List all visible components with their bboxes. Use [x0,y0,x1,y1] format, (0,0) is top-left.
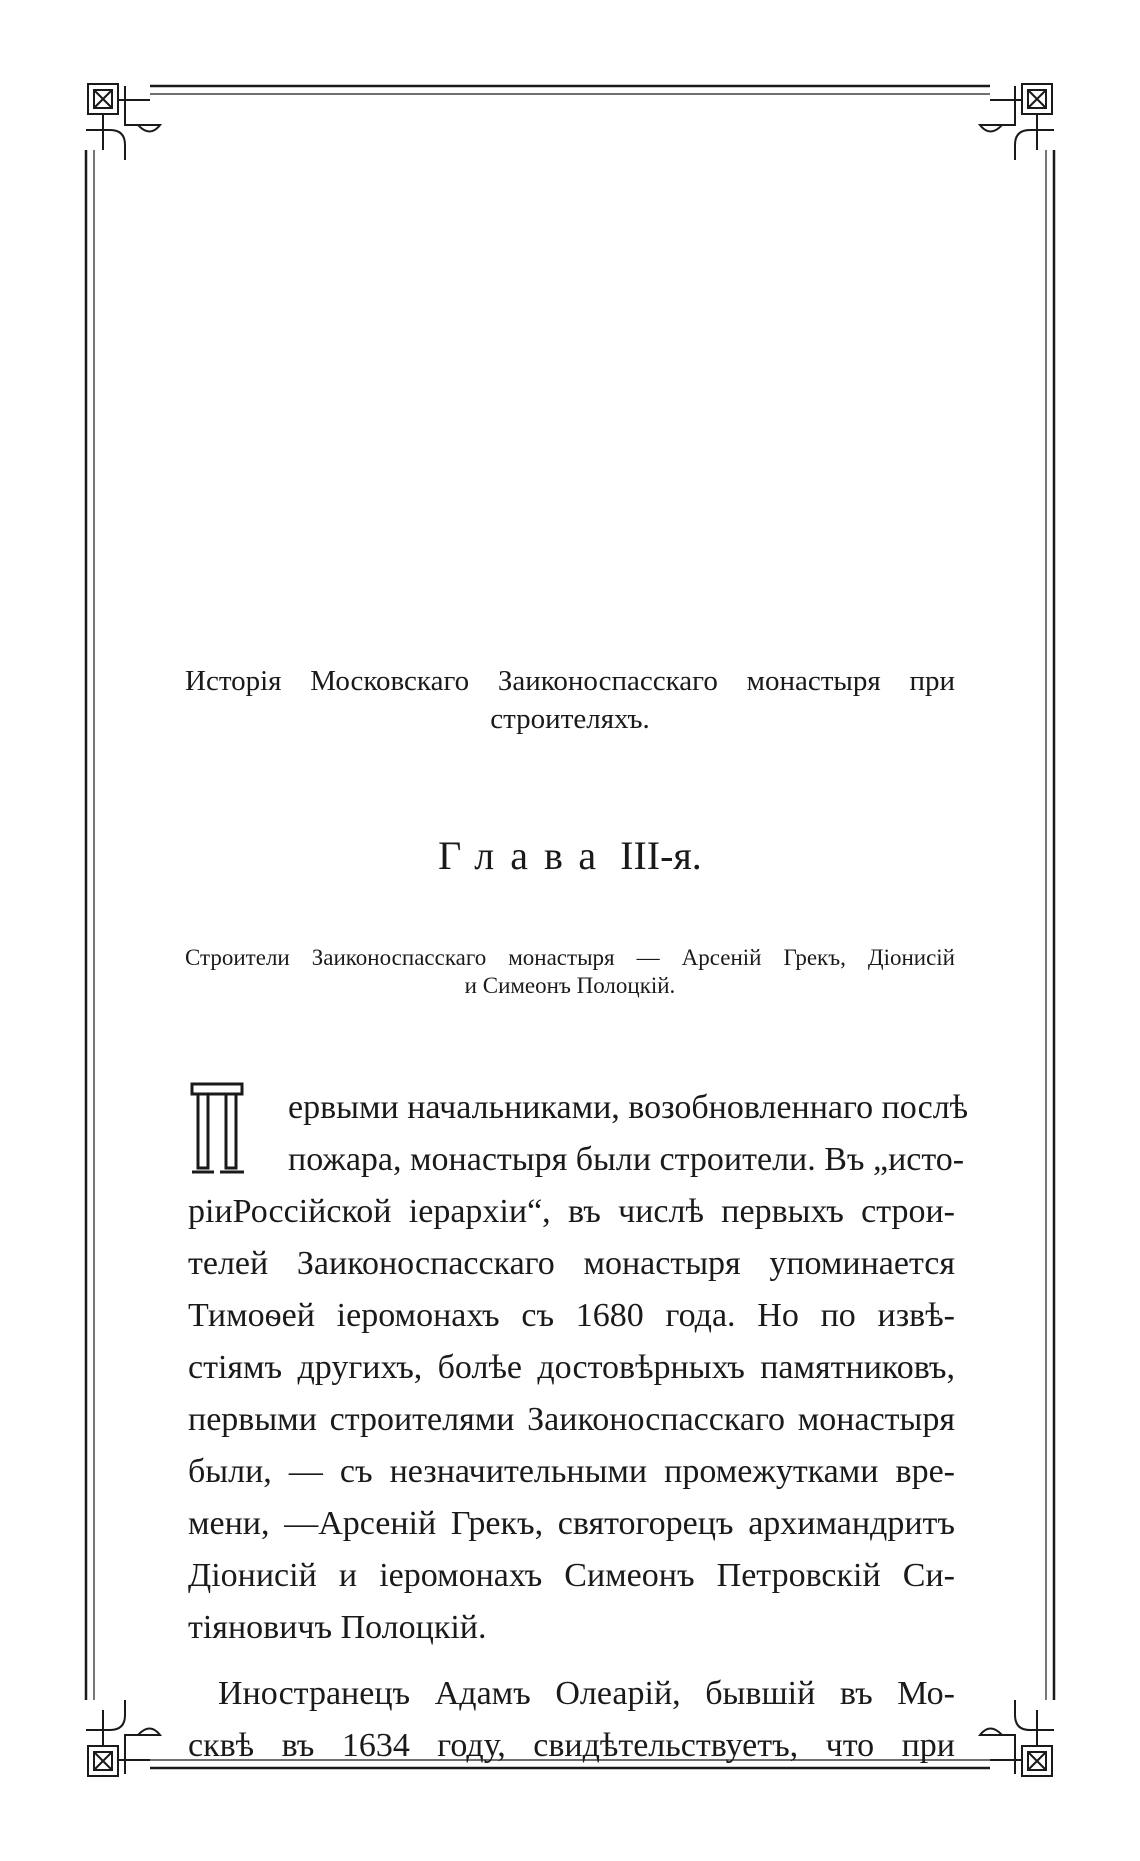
body-line: мени, —Арсеній Грекъ, святогорецъ архимандритъ [188,1505,955,1542]
body-line: тіяновичъ Полоцкій. [188,1609,487,1646]
body-line: были, — съ незначительными промежутками вре- [188,1453,955,1490]
body-line: стіямъ другихъ, болѣе достовѣрныхъ памятниковъ, [188,1349,955,1386]
body-line: первыми строителями Заиконоспасскаго монастыря [188,1401,955,1438]
body-line: Тимоѳей іеромонахъ съ 1680 года. Но по извѣ- [188,1297,955,1334]
body-line: Діонисій и іеромонахъ Симеонъ Петровскій Си- [188,1557,955,1594]
drop-cap-letter: П [216,1150,218,1151]
corner-ornament-top-left [86,84,160,160]
book-title [185,662,955,738]
book-title-line-2: строителяхъ. [490,703,650,735]
body-line: телей Заиконоспасскаго монастыря упоминается [188,1245,955,1282]
chapter-summary-line-2: и Симеонъ Полоцкій. [464,973,676,998]
chapter-summary [185,944,955,1000]
chapter-heading [185,832,955,880]
body-line: сквѣ въ 1634 году, свидѣтельствуетъ, что при [188,1727,955,1764]
corner-ornament-bottom-right [980,1700,1054,1776]
corner-ornament-top-right [980,84,1054,160]
chapter-word: Глава [438,833,613,878]
corner-ornament-bottom-left [86,1700,160,1776]
chapter-summary-line-1: Строители Заиконоспасскаго монастыря — Арсеній Грекъ, Діонисій [185,945,955,970]
body-line: ервыми начальниками, возобновленнаго послѣ [288,1089,969,1126]
body-line: Иностранецъ Адамъ Олеарій, бывшій въ Мо- [218,1675,955,1712]
body-line: ріиРоссійской іерархіи“, въ числѣ первыхъ строи- [188,1193,955,1230]
book-title-line-1: Исторія Московскаго Заиконоспасскаго монастыря при [185,665,955,697]
body-text [188,1082,969,1772]
body-line: пожара, монастыря были строители. Въ „исто- [288,1141,965,1178]
chapter-number: III-я. [620,833,702,878]
